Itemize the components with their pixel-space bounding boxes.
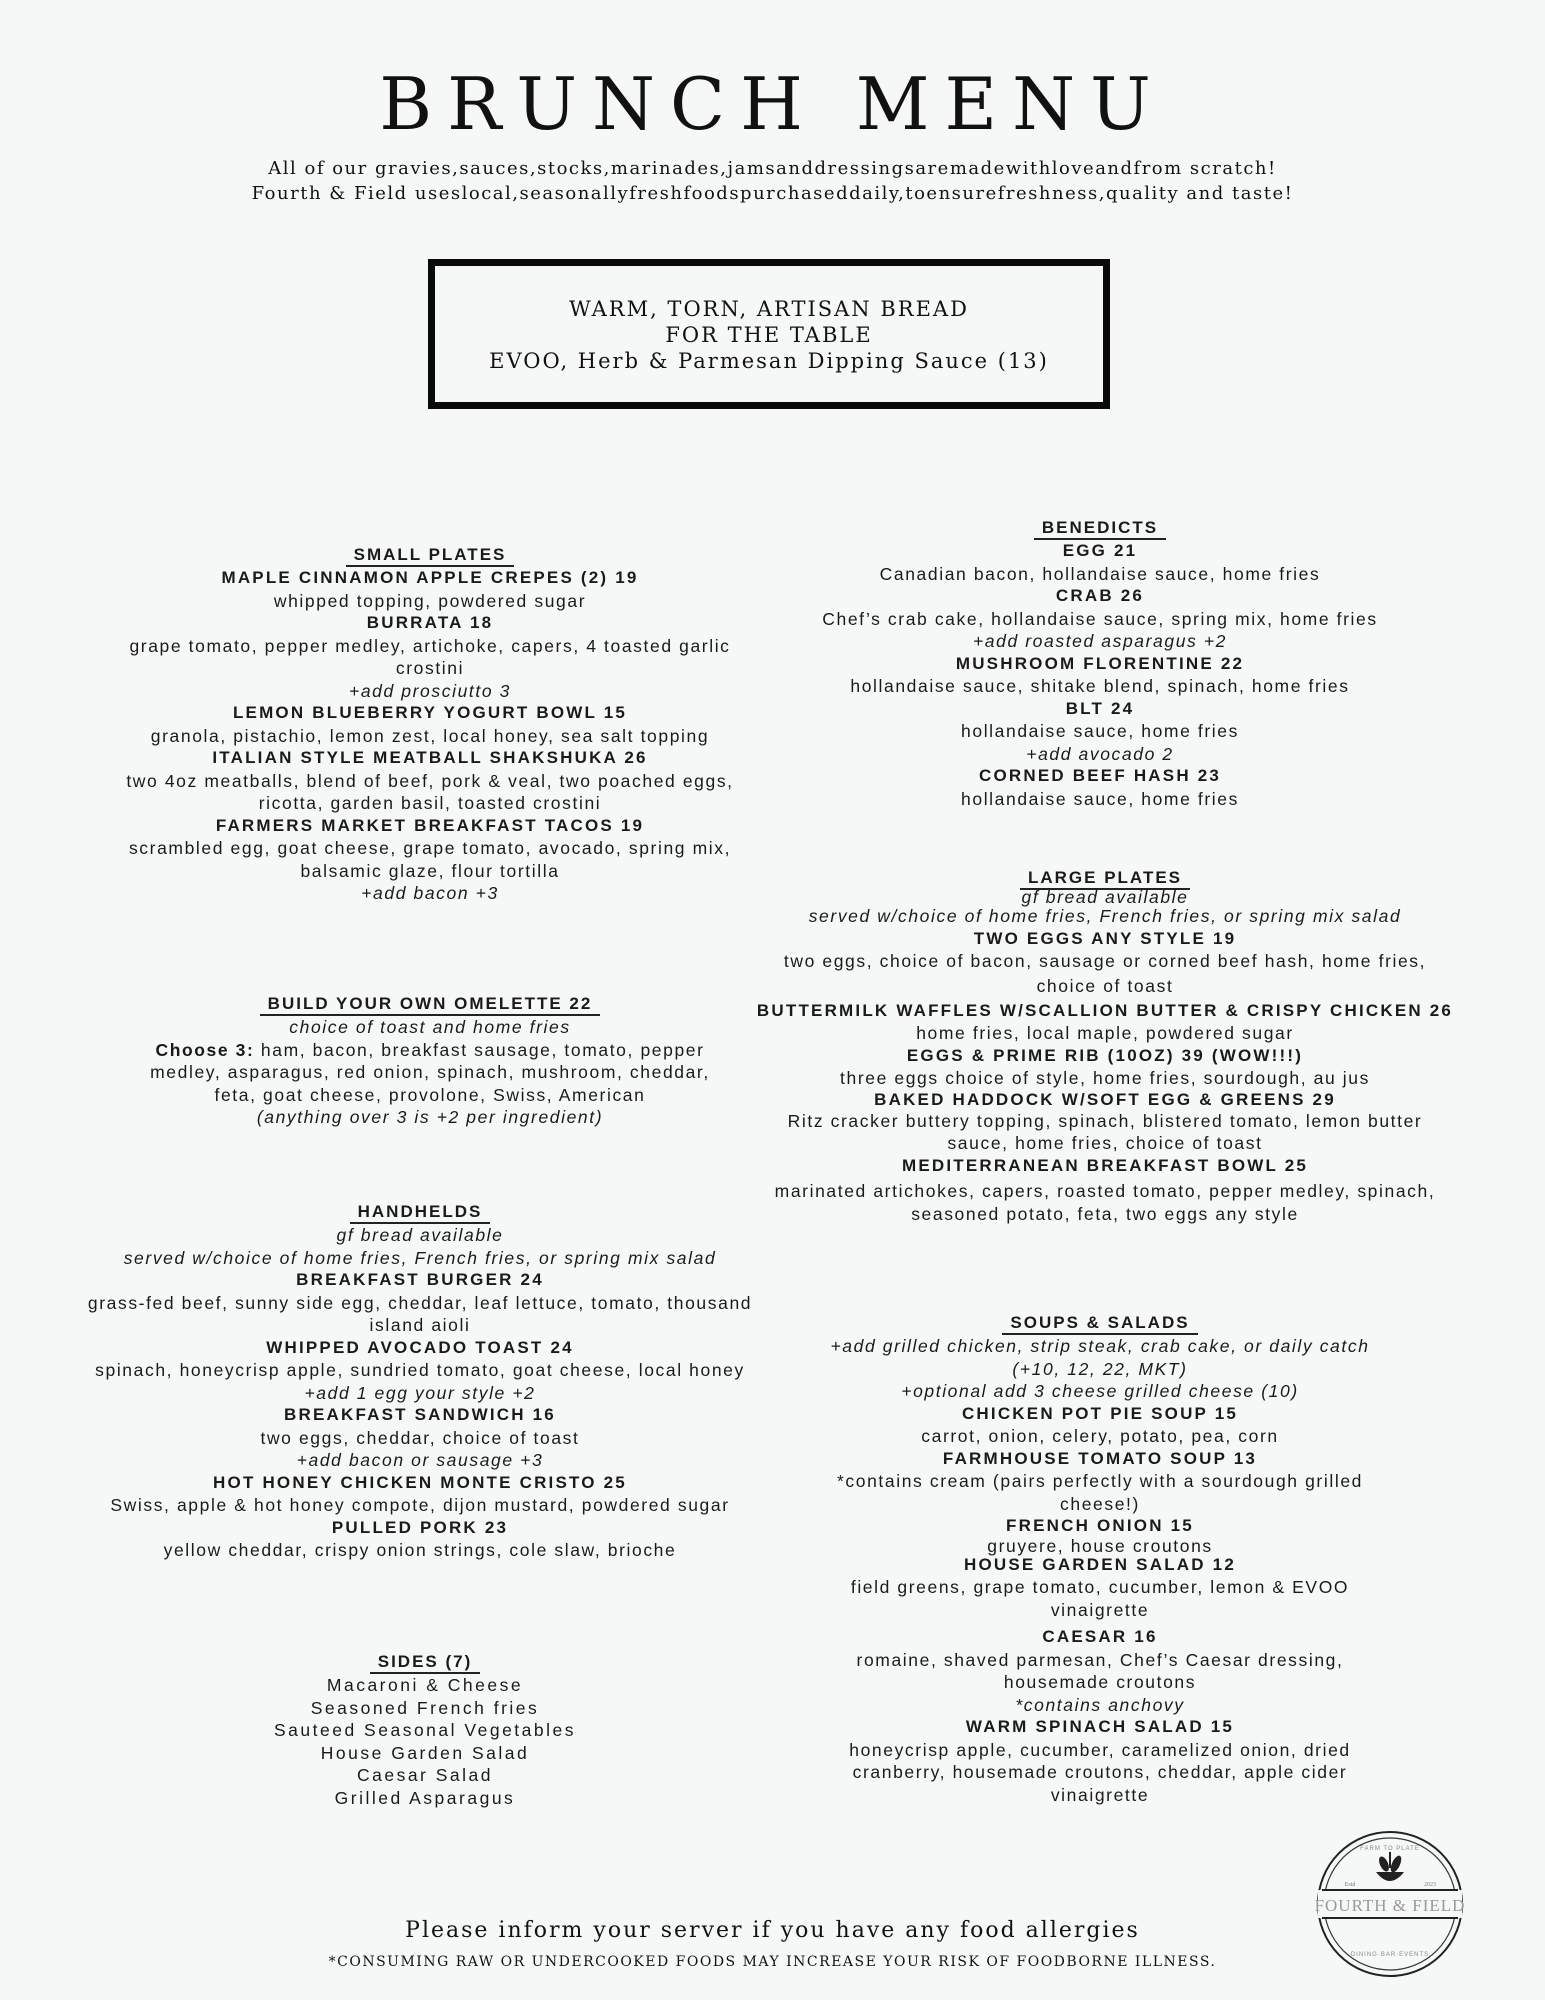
section-omelette (60, 992, 800, 1129)
item-name: BUTTERMILK WAFFLES W/SCALLION BUTTER & CRISPY CHICKEN 26 (756, 1000, 1454, 1020)
item-name: TWO EGGS ANY STYLE 19 (973, 928, 1237, 948)
item-desc: sauce, home fries, choice of toast (947, 1133, 1263, 1153)
section-title: BUILD YOUR OWN OMELETTE 22 (260, 994, 601, 1016)
section-note: served w/choice of home fries, French fries, or spring mix salad (808, 906, 1402, 926)
item-desc: hollandaise sauce, home fries (961, 788, 1239, 809)
item-name: BREAKFAST BURGER 24 (296, 1270, 544, 1289)
item-desc: housemade croutons (1003, 1672, 1197, 1692)
item-name: PULLED PORK 23 (331, 1517, 509, 1537)
item-desc: seasoned potato, feta, two eggs any style (911, 1203, 1299, 1224)
svg-text:2023: 2023 (1424, 1882, 1436, 1888)
item-name: BREAKFAST SANDWICH 16 (284, 1405, 556, 1424)
item-name: BLT 24 (1065, 698, 1135, 718)
section-large-plates (710, 866, 1500, 1225)
side-item: Caesar Salad (356, 1765, 494, 1785)
bread-line: WARM, TORN, ARTISAN BREAD (569, 297, 969, 321)
foodborne-disclaimer: *CONSUMING RAW OR UNDERCOOKED FOODS MAY INCREASE YOUR RISK OF FOODBORNE ILLNESS. (328, 1954, 1217, 1970)
item-desc: romaine, shaved parmesan, Chef’s Caesar dressing, (856, 1649, 1344, 1670)
item-addon: +add bacon or sausage +3 (296, 1450, 544, 1470)
item-desc: hollandaise sauce, shitake blend, spinach, home fries (850, 676, 1350, 696)
item-desc: marinated artichokes, capers, roasted tomato, pepper medley, spinach, (774, 1181, 1436, 1201)
item-desc: island aioli (369, 1315, 471, 1335)
item-name: CORNED BEEF HASH 23 (978, 766, 1222, 785)
side-item: House Garden Salad (320, 1742, 530, 1763)
intro-line: All of our gravies,sauces,stocks,marinades,jamsanddressingsaremadewithloveandfrom scratch! (268, 158, 1277, 179)
side-item: Grilled Asparagus (334, 1787, 516, 1808)
omelette-extra: (anything over 3 is +2 per ingredient) (256, 1107, 604, 1127)
item-desc: scrambled egg, goat cheese, grape tomato, avocado, spring mix, (128, 838, 732, 858)
intro-line: Fourth & Field useslocal,seasonallyfreshfoodspurchaseddaily,toensurefreshness,quality and taste! (251, 183, 1294, 204)
choose-label: Choose 3: (155, 1039, 255, 1060)
item-desc: spinach, honeycrisp apple, sundried tomato, goat cheese, local honey (95, 1360, 745, 1380)
item-desc: field greens, grape tomato, cucumber, lemon & EVOO (850, 1577, 1350, 1597)
section-note: gf bread available (336, 1225, 504, 1245)
bread-line: FOR THE TABLE (665, 323, 873, 347)
item-desc: two 4oz meatballs, blend of beef, pork & veal, two poached eggs, (126, 770, 734, 791)
omelette-options: Choose 3: ham, bacon, breakfast sausage, tomato, pepper (155, 1039, 705, 1060)
item-desc: *contains cream (pairs perfectly with a sourdough grilled (837, 1471, 1363, 1491)
item-name: CAESAR 16 (1042, 1627, 1158, 1646)
item-desc: home fries, local maple, powdered sugar (916, 1023, 1294, 1043)
allergy-notice: Please inform your server if you have any food allergies (405, 1918, 1140, 1943)
item-desc: hollandaise sauce, home fries (961, 721, 1239, 741)
item-desc: granola, pistachio, lemon zest, local honey, sea salt topping (150, 725, 710, 746)
item-desc: vinaigrette (1050, 1599, 1150, 1620)
item-addon: +add avocado 2 (1026, 743, 1174, 764)
item-name: CHICKEN POT PIE SOUP 15 (961, 1403, 1239, 1423)
item-name: ITALIAN STYLE MEATBALL SHAKSHUKA 26 (212, 748, 648, 767)
item-desc: carrot, onion, celery, potato, pea, corn (921, 1426, 1279, 1446)
item-desc: two eggs, cheddar, choice of toast (260, 1427, 580, 1448)
section-note: served w/choice of home fries, French fries, or spring mix salad (123, 1247, 717, 1268)
item-name: LEMON BLUEBERRY YOGURT BOWL 15 (232, 703, 628, 722)
bread-feature-box (428, 259, 1110, 409)
item-name: BURRATA 18 (366, 613, 494, 632)
item-name: FARMHOUSE TOMATO SOUP 13 (942, 1448, 1258, 1468)
page-title: BRUNCH MENU (379, 62, 1166, 146)
svg-text:FARM TO PLATE: FARM TO PLATE (1360, 1846, 1420, 1852)
section-benedicts (760, 516, 1440, 810)
item-addon: *contains anchovy (1015, 1694, 1185, 1715)
section-soups-salads (760, 1311, 1440, 1806)
item-desc: whipped topping, powdered sugar (273, 590, 587, 611)
item-desc: Canadian bacon, hollandaise sauce, home fries (879, 563, 1321, 584)
item-addon: +add 1 egg your style +2 (304, 1382, 536, 1403)
section-note: +add grilled chicken, strip steak, crab cake, or daily catch (830, 1336, 1370, 1356)
section-note: (+10, 12, 22, MKT) (1012, 1358, 1188, 1379)
item-name: WARM SPINACH SALAD 15 (965, 1717, 1235, 1736)
item-name: WHIPPED AVOCADO TOAST 24 (266, 1337, 574, 1357)
item-name: MAPLE CINNAMON APPLE CREPES (2) 19 (221, 568, 639, 587)
section-small-plates (60, 543, 800, 905)
side-item: Seasoned French fries (310, 1697, 540, 1718)
item-name: HOUSE GARDEN SALAD 12 (964, 1554, 1236, 1574)
fourth-field-logo (1290, 1828, 1490, 1988)
item-desc: vinaigrette (1050, 1784, 1150, 1805)
item-desc: gruyere, house croutons (987, 1535, 1213, 1556)
item-desc: cheese!) (1060, 1493, 1140, 1514)
omelette-options: medley, asparagus, red onion, spinach, mushroom, cheddar, (150, 1062, 710, 1082)
item-desc: honeycrisp apple, cucumber, caramelized onion, dried (849, 1739, 1351, 1760)
bread-line: EVOO, Herb & Parmesan Dipping Sauce (13) (489, 349, 1049, 373)
section-title: LARGE PLATES (1020, 868, 1190, 890)
item-name: EGG 21 (1062, 541, 1138, 560)
section-note: choice of toast and home fries (289, 1017, 571, 1037)
section-title: BENEDICTS (1034, 518, 1166, 540)
svg-text:Estd: Estd (1344, 1882, 1356, 1888)
item-desc: cranberry, housemade croutons, cheddar, apple cider (852, 1762, 1348, 1782)
intro-text (0, 156, 1545, 206)
item-desc: crostini (395, 658, 465, 678)
item-desc: grape tomato, pepper medley, artichoke, capers, 4 toasted garlic (129, 635, 731, 656)
section-handhelds (20, 1200, 820, 1562)
item-name: MUSHROOM FLORENTINE 22 (955, 653, 1245, 673)
section-sides (250, 1650, 600, 1809)
item-addon: +add prosciutto 3 (349, 680, 511, 701)
section-title: SIDES (7) (370, 1652, 481, 1674)
section-title: SOUPS & SALADS (1002, 1313, 1197, 1335)
item-name: BAKED HADDOCK W/SOFT EGG & GREENS 29 (874, 1089, 1336, 1109)
section-note: +optional add 3 cheese grilled cheese (10) (901, 1381, 1299, 1401)
omelette-options: feta, goat cheese, provolone, Swiss, American (214, 1084, 646, 1105)
item-desc: yellow cheddar, crispy onion strings, cole slaw, brioche (163, 1540, 677, 1560)
side-item: Macaroni & Cheese (326, 1675, 524, 1695)
item-desc: Swiss, apple & hot honey compote, dijon mustard, powdered sugar (110, 1495, 730, 1515)
item-addon: +add roasted asparagus +2 (972, 631, 1228, 651)
item-name: MEDITERRANEAN BREAKFAST BOWL 25 (901, 1155, 1309, 1175)
item-name: FRENCH ONION 15 (1006, 1516, 1194, 1535)
svg-text:DINING·BAR·EVENTS: DINING·BAR·EVENTS (1350, 1952, 1430, 1958)
item-desc: choice of toast (1036, 975, 1174, 996)
item-name: CRAB 26 (1055, 586, 1145, 605)
item-desc: grass-fed beef, sunny side egg, cheddar, leaf lettuce, tomato, thousand (87, 1292, 753, 1313)
section-title: HANDHELDS (350, 1202, 491, 1224)
item-desc: balsamic glaze, flour tortilla (300, 860, 560, 881)
item-name: FARMERS MARKET BREAKFAST TACOS 19 (215, 815, 645, 835)
item-name: HOT HONEY CHICKEN MONTE CRISTO 25 (213, 1472, 627, 1492)
section-note: gf bread available (1021, 887, 1189, 907)
item-name: EGGS & PRIME RIB (10OZ) 39 (WOW!!!) (906, 1045, 1304, 1065)
bowl-leaves-utensils-icon (1376, 1852, 1404, 1881)
item-desc: Chef’s crab cake, hollandaise sauce, spring mix, home fries (822, 608, 1378, 629)
section-title: SMALL PLATES (346, 545, 515, 567)
item-desc: Ritz cracker buttery topping, spinach, blistered tomato, lemon butter (787, 1110, 1423, 1131)
item-desc: three eggs choice of style, home fries, sourdough, au jus (840, 1068, 1370, 1088)
item-addon: +add bacon +3 (361, 883, 499, 903)
item-desc: ricotta, garden basil, toasted crostini (258, 793, 602, 813)
side-item: Sauteed Seasonal Vegetables (274, 1720, 576, 1740)
item-desc: two eggs, choice of bacon, sausage or corned beef hash, home fries, (783, 951, 1427, 971)
svg-text:FOURTH & FIELD: FOURTH & FIELD (1314, 1896, 1466, 1915)
